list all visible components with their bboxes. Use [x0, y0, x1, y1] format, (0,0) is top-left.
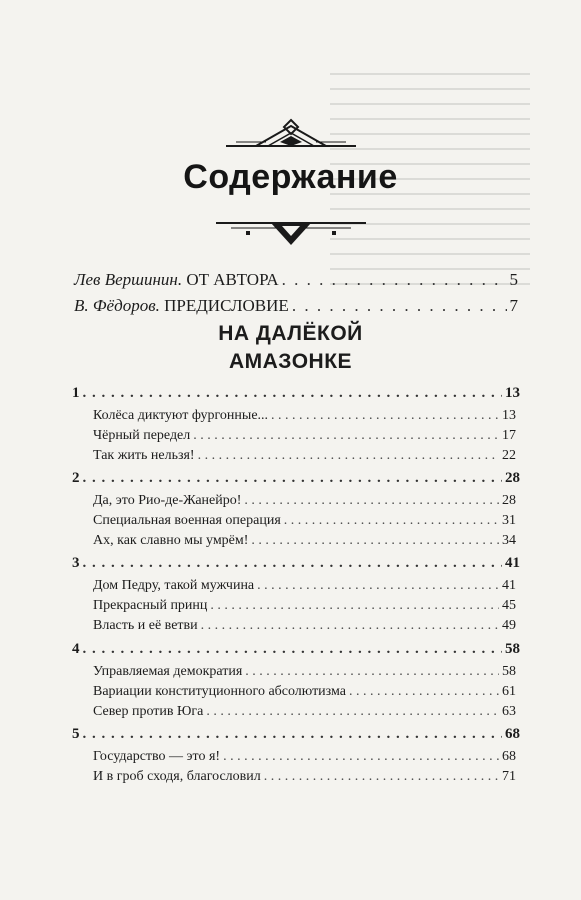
chapter-page-number: 13 — [505, 385, 520, 401]
top-ornament-icon — [0, 118, 581, 148]
entry-page-number: 5 — [509, 270, 518, 289]
section-page-number: 17 — [502, 428, 516, 443]
dot-leader — [206, 704, 499, 720]
dot-leader — [292, 296, 507, 316]
chapter-number: 5 — [72, 726, 80, 742]
dot-leader — [284, 513, 499, 529]
section-title: Специальная военная операция — [93, 513, 281, 528]
toc-section[interactable] — [93, 618, 516, 634]
section-page-number: 63 — [502, 704, 516, 719]
section-page-number: 45 — [502, 598, 516, 613]
toc-entry-foreword[interactable] — [74, 296, 518, 316]
toc-section[interactable] — [93, 664, 516, 680]
toc-section[interactable] — [93, 684, 516, 700]
toc-section[interactable] — [93, 704, 516, 720]
dot-leader — [83, 641, 503, 658]
dot-leader — [83, 726, 503, 743]
toc-section[interactable] — [93, 598, 516, 614]
section-page-number: 49 — [502, 618, 516, 633]
chapter-page-number: 68 — [505, 726, 520, 742]
toc-section[interactable] — [93, 513, 516, 529]
dot-leader — [210, 598, 499, 614]
section-title: Дом Педру, такой мужчина — [93, 578, 255, 593]
chapter-number: 3 — [72, 555, 80, 571]
section-page-number: 58 — [502, 664, 516, 679]
toc-section[interactable] — [93, 408, 516, 424]
bottom-ornament-icon — [0, 221, 581, 247]
chapter-page-number: 41 — [505, 555, 520, 571]
section-title: Управляемая демократия — [93, 664, 243, 679]
entry-author: Лев Вершинин. — [74, 270, 183, 289]
dot-leader — [245, 664, 499, 680]
toc-entry-author-preface[interactable] — [74, 270, 518, 290]
dot-leader — [83, 385, 503, 402]
dot-leader — [83, 470, 503, 487]
section-title: Власть и её ветви — [93, 618, 198, 633]
chapter-number: 2 — [72, 470, 80, 486]
section-page-number: 31 — [502, 513, 516, 528]
section-page-number: 28 — [502, 493, 516, 508]
dot-leader — [223, 749, 499, 765]
dot-leader — [193, 428, 499, 444]
section-title: Да, это Рио-де-Жанейро! — [93, 493, 242, 508]
dot-leader — [201, 618, 499, 634]
dot-leader — [271, 408, 499, 424]
section-page-number: 61 — [502, 684, 516, 699]
section-title: Прекрасный принц — [93, 598, 208, 613]
section-title: Государство — это я! — [93, 749, 221, 764]
section-title: Север против Юга — [93, 704, 204, 719]
toc-section[interactable] — [93, 578, 516, 594]
dot-leader — [251, 533, 499, 549]
section-title: Вариации конституционного абсолютизма — [93, 684, 346, 699]
toc-section[interactable] — [93, 448, 516, 464]
dot-leader — [83, 555, 503, 572]
toc-chapter-2[interactable] — [72, 470, 520, 487]
section-page-number: 68 — [502, 749, 516, 764]
entry-page-number: 7 — [509, 296, 518, 315]
dot-leader — [257, 578, 499, 594]
dot-leader — [264, 769, 499, 785]
toc-section[interactable] — [93, 428, 516, 444]
part-heading-line-2: АМАЗОНКЕ — [228, 350, 353, 373]
section-page-number: 34 — [502, 533, 516, 548]
page-title: Содержание — [183, 158, 398, 196]
dot-leader — [349, 684, 499, 700]
toc-chapter-3[interactable] — [72, 555, 520, 572]
toc-section[interactable] — [93, 533, 516, 549]
section-title: Чёрный передел — [93, 428, 191, 443]
chapter-page-number: 58 — [505, 641, 520, 657]
dot-leader — [198, 448, 499, 464]
toc-section[interactable] — [93, 493, 516, 509]
section-page-number: 71 — [502, 769, 516, 784]
dot-leader — [244, 493, 499, 509]
toc-section[interactable] — [93, 749, 516, 765]
section-page-number: 13 — [502, 408, 516, 423]
entry-title: ПРЕДИСЛОВИЕ — [164, 296, 289, 315]
section-title: Так жить нельзя! — [93, 448, 195, 463]
section-page-number: 22 — [502, 448, 516, 463]
part-heading-line-1: НА ДАЛЁКОЙ — [218, 322, 363, 345]
part-heading — [0, 320, 581, 376]
entry-title: ОТ АВТОРА — [186, 270, 279, 289]
chapter-number: 4 — [72, 641, 80, 657]
section-title: Ах, как славно мы умрём! — [93, 533, 249, 548]
section-page-number: 41 — [502, 578, 516, 593]
toc-chapter-1[interactable] — [72, 385, 520, 402]
toc-chapter-4[interactable] — [72, 641, 520, 658]
section-title: Колёса диктуют фургонные... — [93, 408, 269, 423]
toc-section[interactable] — [93, 769, 516, 785]
chapter-number: 1 — [72, 385, 80, 401]
chapter-page-number: 28 — [505, 470, 520, 486]
dot-leader — [282, 270, 507, 290]
section-title: И в гроб сходя, благословил — [93, 769, 261, 784]
toc-chapter-5[interactable] — [72, 726, 520, 743]
entry-author: В. Фёдоров. — [74, 296, 160, 315]
